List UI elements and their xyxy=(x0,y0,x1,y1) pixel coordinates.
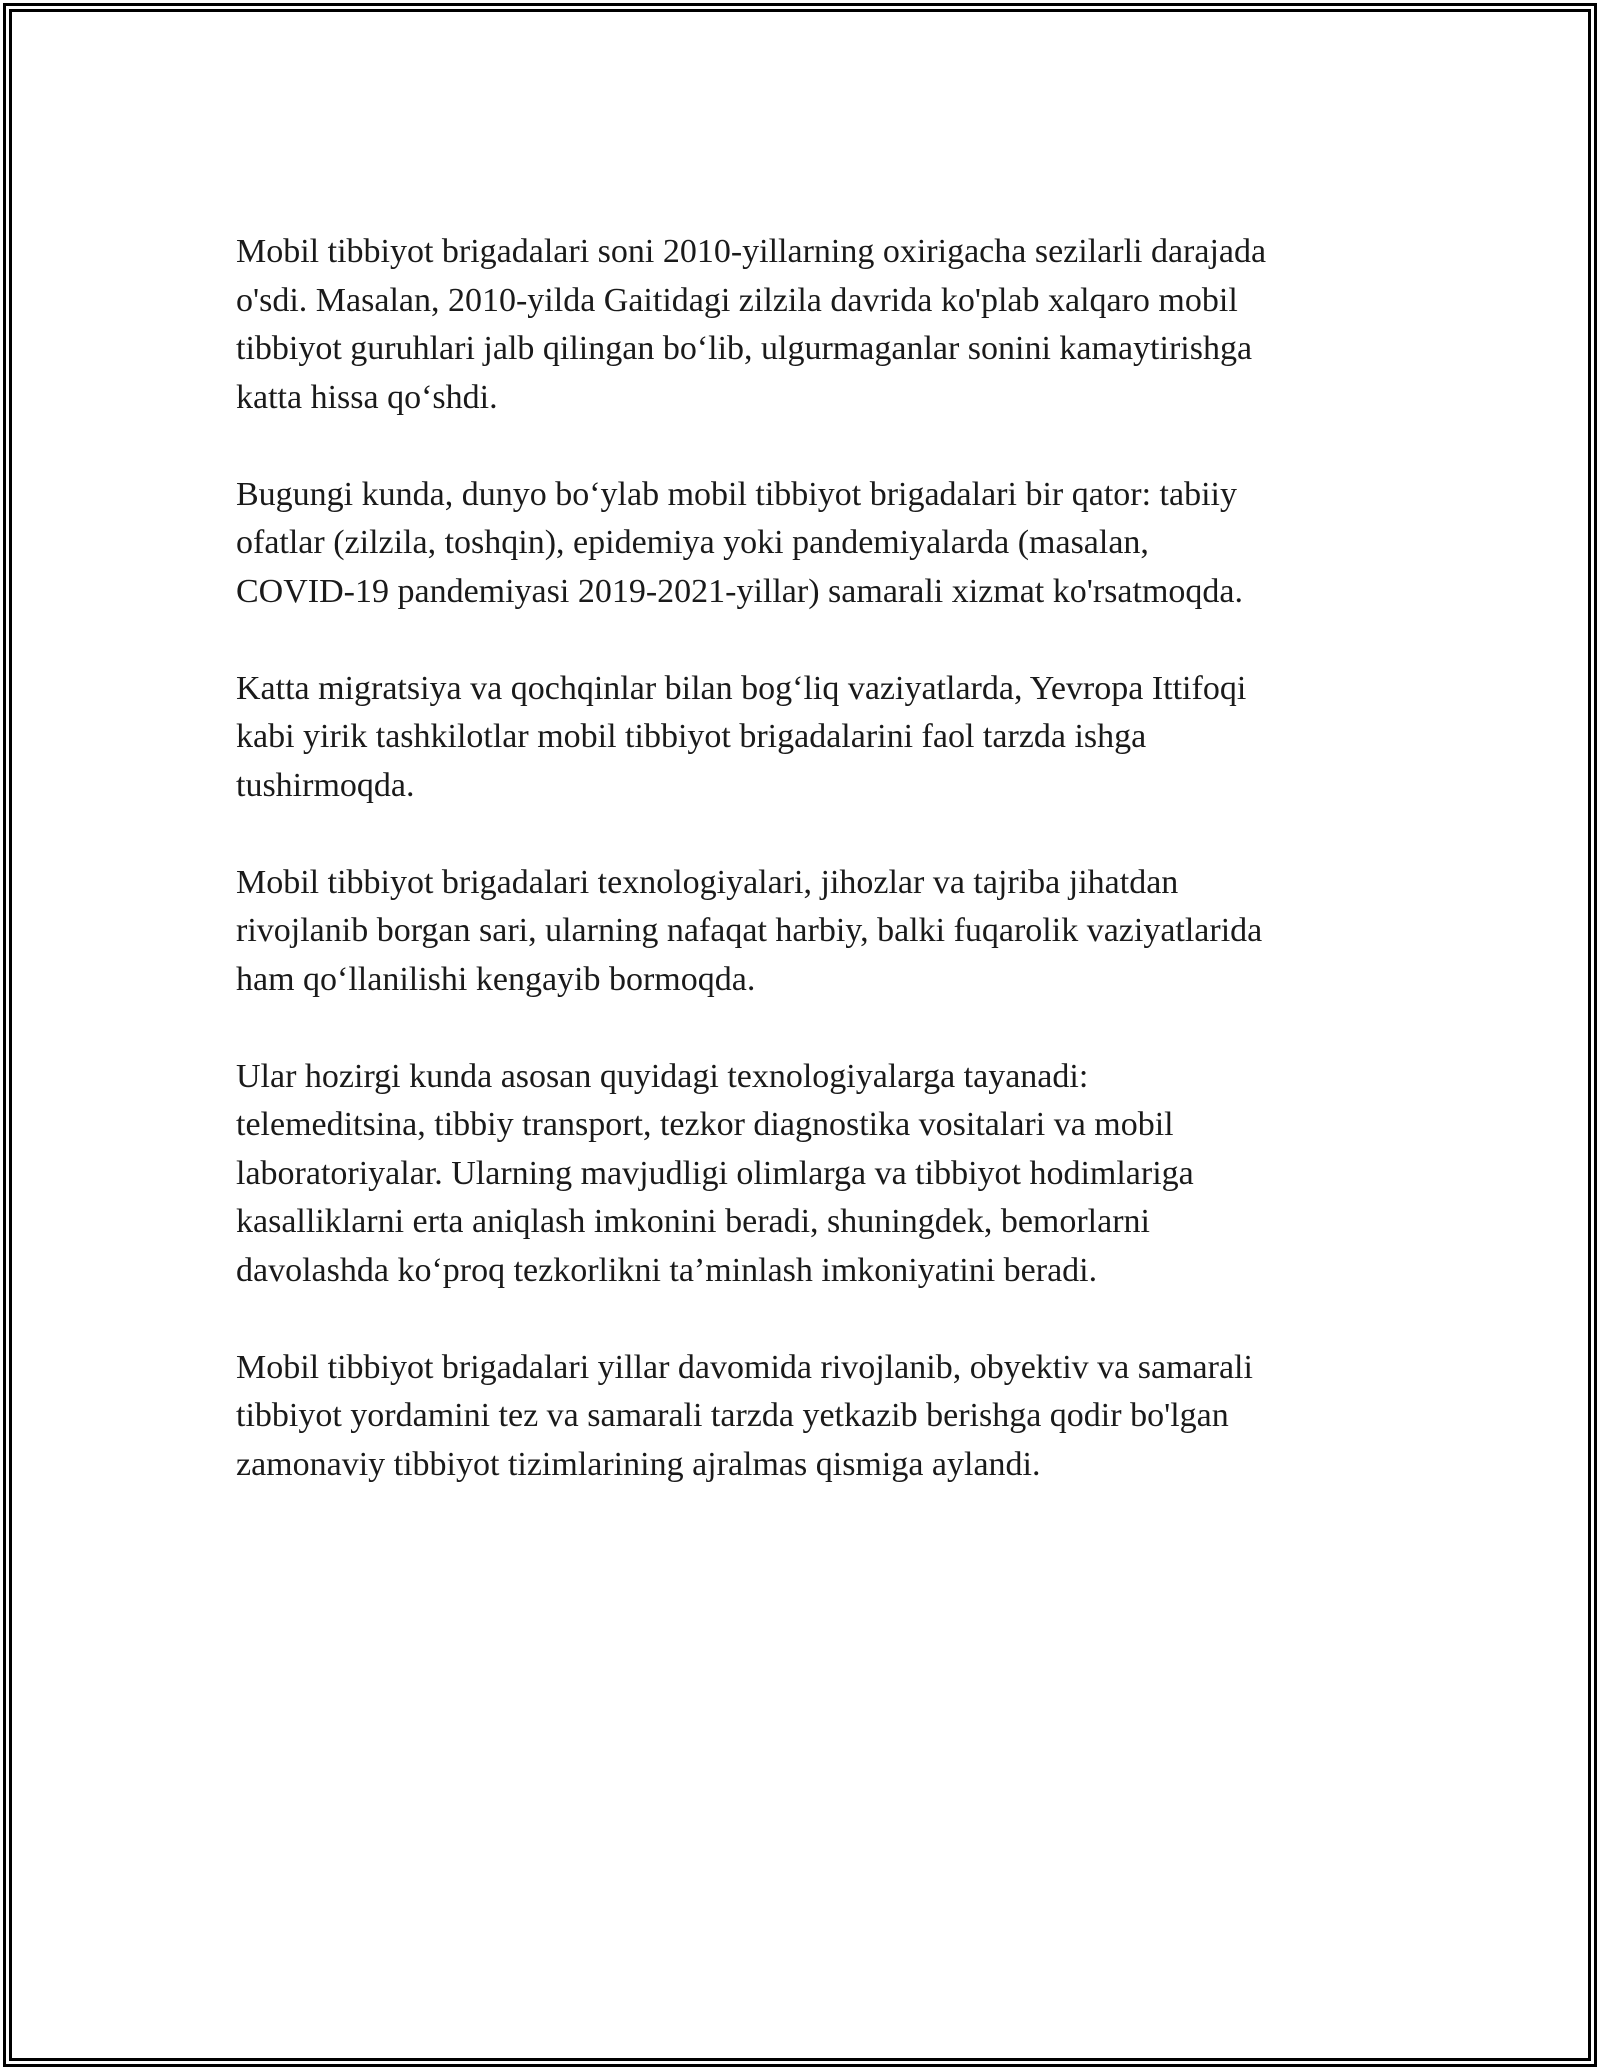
paragraph: Katta migratsiya va qochqinlar bilan bog‘liq vaziyatlarda, Yevropa Ittifoqi kabi yirik tashkilotlar mobil tibbiyot brigadalarini faol tarzda ishga tushirmoqda. xyxy=(236,669,1247,804)
paragraph: Mobil tibbiyot brigadalari texnologiyalari, jihozlar va tajriba jihatdan rivojlanib borgan sari, ularning nafaqat harbiy, balki fuqarolik vaziyatlarida ham qo‘llanilishi kengayib bormoqda. xyxy=(236,863,1263,998)
paragraph: Ular hozirgi kunda asosan quyidagi texnologiyalarga tayanadi: telemeditsina, tibbiy transport, tezkor diagnostika vositalari va mobil laboratoriyalar. Ularning mavjudligi olimlarga va tibbiyot hodimlariga kasalliklarni erta aniqlash imkonini beradi, shuningdek, bemorlarni davolashda ko‘proq tezkorlikni ta’minlash imkoniyatini beradi. xyxy=(236,1057,1194,1289)
paragraph: Bugungi kunda, dunyo bo‘ylab mobil tibbiyot brigadalari bir qator: tabiiy ofatlar (zilzila, toshqin), epidemiya yoki pandemiyalarda (masalan, COVID-19 pandemiyasi 2019-2021-yillar) samarali xizmat ko'rsatmoqda. xyxy=(236,475,1243,610)
paragraph: Mobil tibbiyot brigadalari yillar davomida rivojlanib, obyektiv va samarali tibbiyot yordamini tez va samarali tarzda yetkazib berishga qodir bo'lgan zamonaviy tibbiyot tizimlarining ajralmas qismiga aylandi. xyxy=(236,1348,1253,1483)
document-body xyxy=(236,228,1376,1538)
paragraph: Mobil tibbiyot brigadalari soni 2010-yillarning oxirigacha sezilarli darajada o'sdi. Masalan, 2010-yilda Gaitidagi zilzila davrida ko'plab xalqaro mobil tibbiyot guruhlari jalb qilingan bo‘lib, ulgurmaganlar sonini kamaytirishga katta hissa qo‘shdi. xyxy=(236,233,1267,416)
